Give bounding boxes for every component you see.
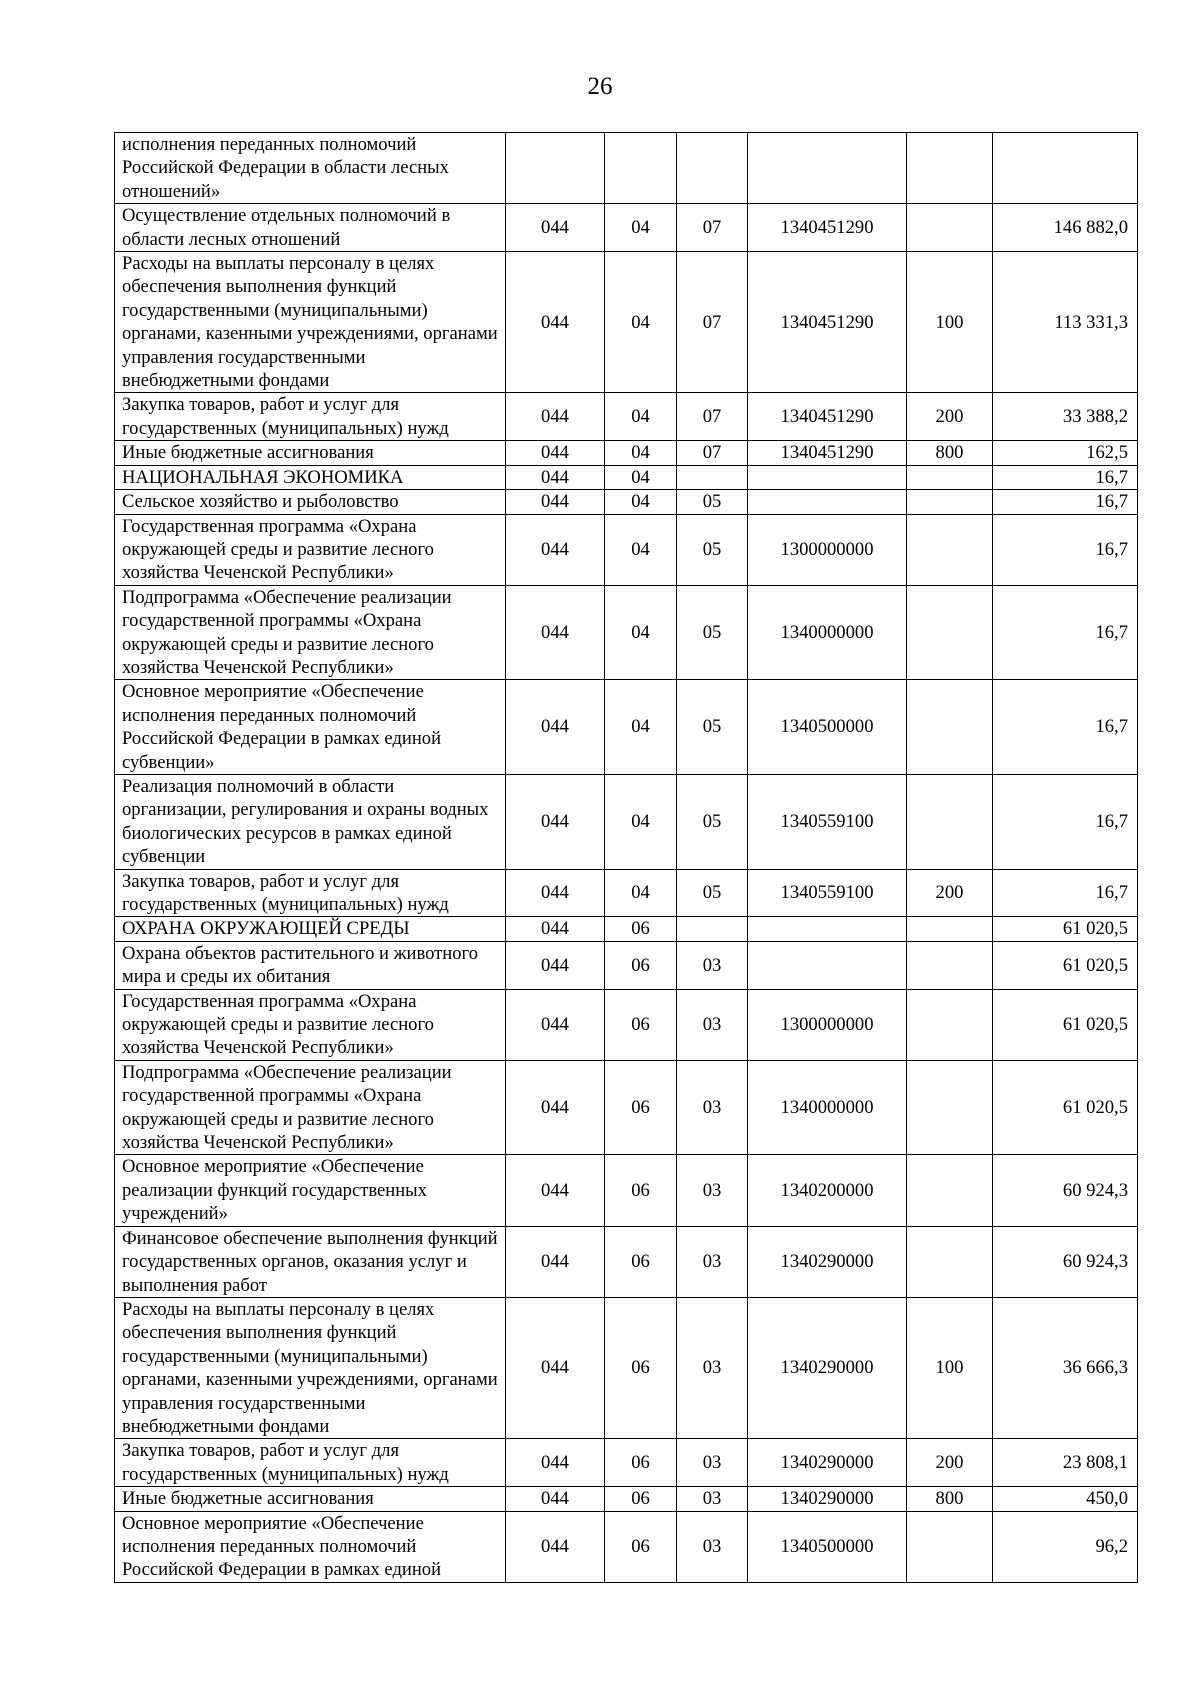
cell-section-code: 06 (605, 1439, 677, 1487)
cell-department-code: 044 (506, 1155, 605, 1226)
cell-section-code: 04 (605, 204, 677, 252)
cell-target-article: 1340290000 (748, 1487, 907, 1511)
cell-amount: 16,7 (993, 680, 1138, 775)
cell-subsection-code: 03 (677, 1511, 748, 1582)
cell-expense-type: 800 (907, 1487, 993, 1511)
cell-target-article: 1340000000 (748, 585, 907, 680)
cell-expense-type: 200 (907, 869, 993, 917)
cell-target-article: 1340559100 (748, 774, 907, 869)
cell-name: Иные бюджетные ассигнования (115, 441, 506, 465)
table-row (115, 1297, 1138, 1438)
table-row (115, 989, 1138, 1060)
cell-target-article: 1340451290 (748, 204, 907, 252)
cell-subsection-code: 03 (677, 941, 748, 989)
cell-section-code: 06 (605, 941, 677, 989)
budget-table (114, 132, 1138, 1583)
cell-expense-type (907, 1155, 993, 1226)
cell-target-article (748, 133, 907, 204)
cell-section-code: 04 (605, 465, 677, 489)
cell-target-article: 1340290000 (748, 1439, 907, 1487)
table-row (115, 1155, 1138, 1226)
cell-amount: 16,7 (993, 774, 1138, 869)
table-row (115, 1439, 1138, 1487)
cell-department-code: 044 (506, 1487, 605, 1511)
cell-expense-type (907, 680, 993, 775)
cell-name: Расходы на выплаты персоналу в целях обеспечения выполнения функций государственными (муниципальными) органами, казенными учреждениями, органами управления государственными внебюджетными фондами (115, 252, 506, 393)
cell-subsection-code (677, 465, 748, 489)
cell-target-article: 1340451290 (748, 252, 907, 393)
cell-expense-type: 200 (907, 393, 993, 441)
cell-expense-type (907, 774, 993, 869)
cell-subsection-code (677, 133, 748, 204)
table-row (115, 252, 1138, 393)
cell-target-article: 1300000000 (748, 514, 907, 585)
cell-name: Расходы на выплаты персоналу в целях обеспечения выполнения функций государственными (муниципальными) органами, казенными учреждениями, органами управления государственными внебюджетными фондами (115, 1297, 506, 1438)
table-row (115, 585, 1138, 680)
cell-name: Закупка товаров, работ и услуг для государственных (муниципальных) нужд (115, 393, 506, 441)
cell-section-code: 04 (605, 490, 677, 514)
cell-target-article: 1340559100 (748, 869, 907, 917)
cell-department-code: 044 (506, 680, 605, 775)
cell-section-code: 06 (605, 917, 677, 941)
cell-target-article: 1340000000 (748, 1060, 907, 1155)
cell-name: Государственная программа «Охрана окружающей среды и развитие лесного хозяйства Чеченской Республики» (115, 514, 506, 585)
cell-name: Сельское хозяйство и рыболовство (115, 490, 506, 514)
cell-subsection-code: 03 (677, 1226, 748, 1297)
cell-expense-type: 100 (907, 1297, 993, 1438)
cell-subsection-code: 05 (677, 869, 748, 917)
cell-section-code: 06 (605, 1060, 677, 1155)
table-row (115, 465, 1138, 489)
cell-name: Финансовое обеспечение выполнения функций государственных органов, оказания услуг и выполнения работ (115, 1226, 506, 1297)
cell-amount (993, 133, 1138, 204)
cell-department-code: 044 (506, 869, 605, 917)
table-body (115, 133, 1138, 1583)
table-row (115, 1511, 1138, 1582)
cell-department-code: 044 (506, 1226, 605, 1297)
cell-section-code: 04 (605, 680, 677, 775)
cell-amount: 61 020,5 (993, 941, 1138, 989)
cell-target-article: 1300000000 (748, 989, 907, 1060)
page-number: 26 (587, 73, 613, 100)
cell-section-code: 04 (605, 393, 677, 441)
table-row (115, 774, 1138, 869)
cell-section-code: 04 (605, 514, 677, 585)
cell-subsection-code: 07 (677, 252, 748, 393)
cell-name: Осуществление отдельных полномочий в области лесных отношений (115, 204, 506, 252)
table-row (115, 133, 1138, 204)
cell-amount: 450,0 (993, 1487, 1138, 1511)
cell-amount: 113 331,3 (993, 252, 1138, 393)
cell-expense-type (907, 465, 993, 489)
table-row (115, 1487, 1138, 1511)
cell-subsection-code: 05 (677, 774, 748, 869)
cell-target-article: 1340290000 (748, 1297, 907, 1438)
cell-expense-type (907, 204, 993, 252)
cell-amount: 16,7 (993, 869, 1138, 917)
table-row (115, 941, 1138, 989)
cell-expense-type: 200 (907, 1439, 993, 1487)
cell-target-article: 1340500000 (748, 680, 907, 775)
cell-section-code: 06 (605, 1487, 677, 1511)
table-row (115, 869, 1138, 917)
cell-expense-type: 100 (907, 252, 993, 393)
cell-name: Подпрограмма «Обеспечение реализации государственной программы «Охрана окружающей среды и развитие лесного хозяйства Чеченской Республики» (115, 1060, 506, 1155)
cell-department-code: 044 (506, 917, 605, 941)
cell-name: Охрана объектов растительного и животного мира и среды их обитания (115, 941, 506, 989)
cell-department-code: 044 (506, 490, 605, 514)
cell-section-code: 04 (605, 252, 677, 393)
cell-name: Подпрограмма «Обеспечение реализации государственной программы «Охрана окружающей среды и развитие лесного хозяйства Чеченской Республики» (115, 585, 506, 680)
table-row (115, 1226, 1138, 1297)
cell-target-article: 1340451290 (748, 393, 907, 441)
cell-subsection-code: 03 (677, 1297, 748, 1438)
cell-expense-type (907, 941, 993, 989)
cell-name: Основное мероприятие «Обеспечение реализации функций государственных учреждений» (115, 1155, 506, 1226)
cell-name: Закупка товаров, работ и услуг для государственных (муниципальных) нужд (115, 1439, 506, 1487)
cell-subsection-code: 03 (677, 1487, 748, 1511)
cell-department-code: 044 (506, 1439, 605, 1487)
cell-section-code: 06 (605, 1155, 677, 1226)
cell-target-article: 1340500000 (748, 1511, 907, 1582)
cell-subsection-code: 03 (677, 1155, 748, 1226)
cell-department-code (506, 133, 605, 204)
cell-amount: 16,7 (993, 465, 1138, 489)
cell-target-article: 1340290000 (748, 1226, 907, 1297)
cell-subsection-code: 07 (677, 393, 748, 441)
cell-department-code: 044 (506, 1511, 605, 1582)
table-row (115, 917, 1138, 941)
cell-department-code: 044 (506, 774, 605, 869)
cell-amount: 61 020,5 (993, 1060, 1138, 1155)
cell-expense-type (907, 1511, 993, 1582)
cell-name: ОХРАНА ОКРУЖАЮЩЕЙ СРЕДЫ (115, 917, 506, 941)
cell-subsection-code: 03 (677, 1439, 748, 1487)
cell-target-article (748, 490, 907, 514)
cell-name: Закупка товаров, работ и услуг для государственных (муниципальных) нужд (115, 869, 506, 917)
table-row (115, 393, 1138, 441)
table-row (115, 514, 1138, 585)
cell-expense-type (907, 1226, 993, 1297)
cell-section-code: 04 (605, 774, 677, 869)
cell-target-article: 1340451290 (748, 441, 907, 465)
cell-subsection-code: 05 (677, 514, 748, 585)
cell-subsection-code (677, 917, 748, 941)
cell-amount: 16,7 (993, 490, 1138, 514)
cell-amount: 96,2 (993, 1511, 1138, 1582)
cell-expense-type (907, 514, 993, 585)
cell-expense-type (907, 490, 993, 514)
cell-name: Государственная программа «Охрана окружающей среды и развитие лесного хозяйства Чеченской Республики» (115, 989, 506, 1060)
table-row (115, 1060, 1138, 1155)
cell-amount: 16,7 (993, 585, 1138, 680)
cell-subsection-code: 05 (677, 585, 748, 680)
cell-department-code: 044 (506, 1060, 605, 1155)
cell-expense-type (907, 1060, 993, 1155)
cell-amount: 146 882,0 (993, 204, 1138, 252)
cell-subsection-code: 05 (677, 490, 748, 514)
cell-name: Основное мероприятие «Обеспечение исполнения переданных полномочий Российской Федерации в рамках единой субвенции» (115, 680, 506, 775)
cell-subsection-code: 07 (677, 204, 748, 252)
cell-department-code: 044 (506, 585, 605, 680)
cell-expense-type (907, 133, 993, 204)
cell-expense-type (907, 989, 993, 1060)
cell-amount: 162,5 (993, 441, 1138, 465)
cell-name: Иные бюджетные ассигнования (115, 1487, 506, 1511)
cell-subsection-code: 03 (677, 989, 748, 1060)
cell-department-code: 044 (506, 441, 605, 465)
cell-department-code: 044 (506, 204, 605, 252)
cell-section-code: 06 (605, 1511, 677, 1582)
cell-amount: 36 666,3 (993, 1297, 1138, 1438)
cell-amount: 16,7 (993, 514, 1138, 585)
cell-section-code: 04 (605, 441, 677, 465)
table-row (115, 441, 1138, 465)
cell-department-code: 044 (506, 252, 605, 393)
cell-name: Основное мероприятие «Обеспечение исполнения переданных полномочий Российской Федерации в рамках единой (115, 1511, 506, 1582)
cell-section-code: 06 (605, 1297, 677, 1438)
cell-amount: 33 388,2 (993, 393, 1138, 441)
cell-amount: 60 924,3 (993, 1155, 1138, 1226)
cell-section-code: 04 (605, 869, 677, 917)
cell-department-code: 044 (506, 514, 605, 585)
cell-department-code: 044 (506, 465, 605, 489)
cell-amount: 61 020,5 (993, 989, 1138, 1060)
cell-amount: 23 808,1 (993, 1439, 1138, 1487)
cell-amount: 60 924,3 (993, 1226, 1138, 1297)
cell-target-article: 1340200000 (748, 1155, 907, 1226)
cell-subsection-code: 03 (677, 1060, 748, 1155)
cell-department-code: 044 (506, 989, 605, 1060)
cell-expense-type (907, 585, 993, 680)
cell-expense-type (907, 917, 993, 941)
cell-section-code: 06 (605, 989, 677, 1060)
cell-section-code: 06 (605, 1226, 677, 1297)
cell-name: НАЦИОНАЛЬНАЯ ЭКОНОМИКА (115, 465, 506, 489)
cell-section-code: 04 (605, 585, 677, 680)
cell-department-code: 044 (506, 1297, 605, 1438)
cell-expense-type: 800 (907, 441, 993, 465)
cell-target-article (748, 941, 907, 989)
table-row (115, 204, 1138, 252)
cell-name: Реализация полномочий в области организации, регулирования и охраны водных биологических ресурсов в рамках единой субвенции (115, 774, 506, 869)
table-row (115, 490, 1138, 514)
cell-subsection-code: 07 (677, 441, 748, 465)
cell-subsection-code: 05 (677, 680, 748, 775)
cell-name: исполнения переданных полномочий Российской Федерации в области лесных отношений» (115, 133, 506, 204)
cell-target-article (748, 917, 907, 941)
cell-amount: 61 020,5 (993, 917, 1138, 941)
cell-section-code (605, 133, 677, 204)
cell-department-code: 044 (506, 941, 605, 989)
cell-target-article (748, 465, 907, 489)
table-row (115, 680, 1138, 775)
cell-department-code: 044 (506, 393, 605, 441)
